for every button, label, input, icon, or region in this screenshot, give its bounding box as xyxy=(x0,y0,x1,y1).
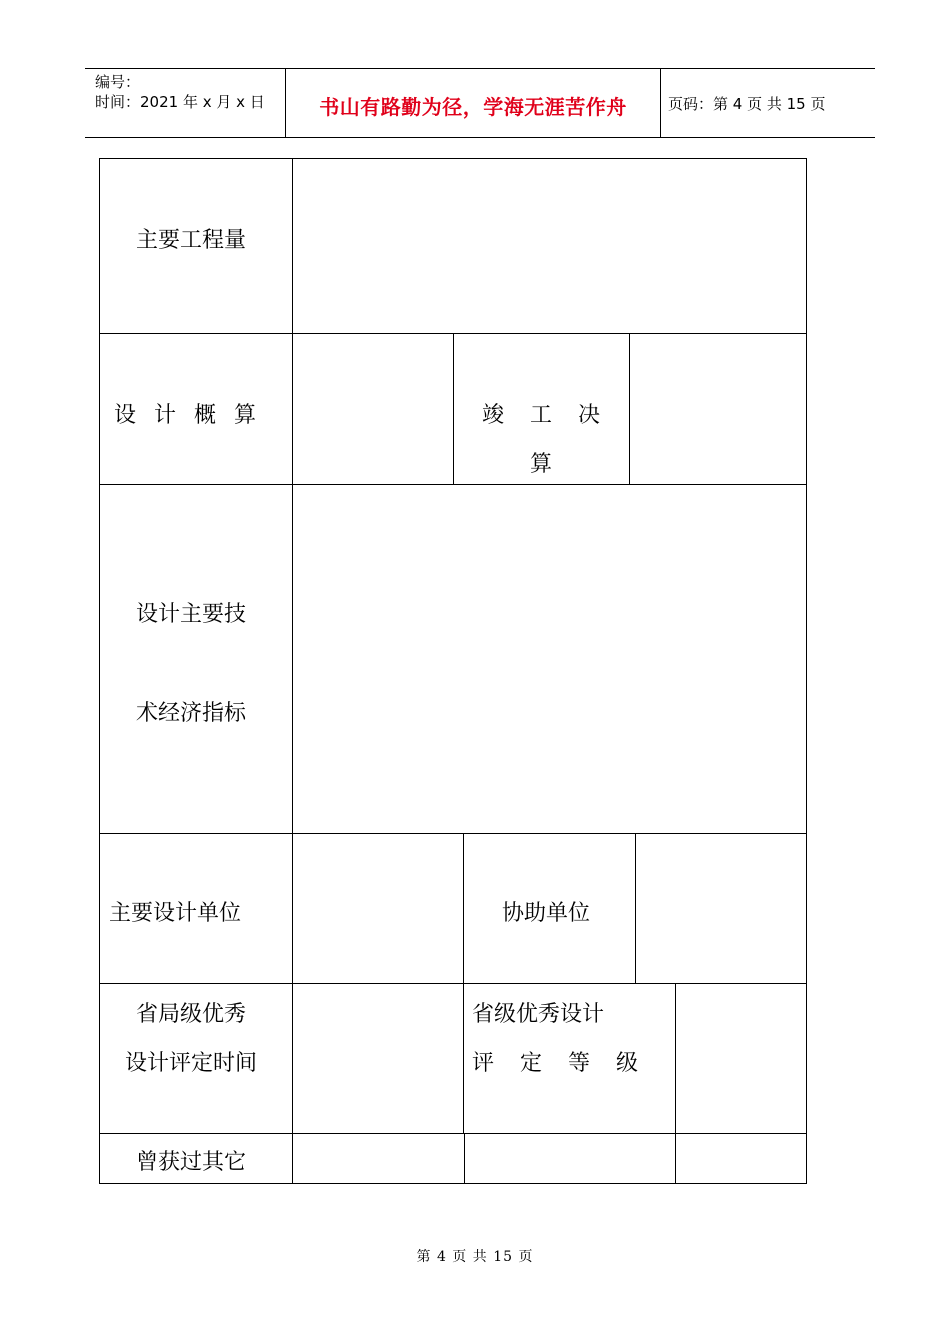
label-cell-final-accounts xyxy=(453,333,630,485)
design-estimate-field[interactable] xyxy=(292,333,454,485)
label-cell-other-awards xyxy=(99,1133,293,1184)
provincial-award-time-label-line2: 设计评定时间 xyxy=(125,1051,258,1076)
provincial-grade-label-line2: 评定等级 xyxy=(472,1051,665,1076)
other-awards-field-2[interactable] xyxy=(464,1133,676,1184)
document-time: 时间：2021 年 x 月 x 日 xyxy=(95,93,265,111)
label-cell-main-quantities xyxy=(99,158,293,334)
header-motto-box xyxy=(285,69,661,137)
label-cell-provincial-grade xyxy=(463,983,676,1134)
label-cell-assist-unit xyxy=(463,833,636,984)
provincial-grade-label-line1: 省级优秀设计 xyxy=(472,1002,605,1027)
assist-unit-field[interactable] xyxy=(635,833,807,984)
provincial-award-time-field[interactable] xyxy=(292,983,464,1134)
header-page-info: 页码：第 4 页 共 15 页 xyxy=(668,95,826,113)
form-table xyxy=(99,158,807,1184)
provincial-award-time-label-line1: 省局级优秀 xyxy=(136,1002,247,1027)
main-design-unit-label: 主要设计单位 xyxy=(109,901,242,926)
main-quantities-field[interactable] xyxy=(292,158,807,334)
other-awards-label: 曾获过其它 xyxy=(136,1150,247,1175)
main-quantities-label: 主要工程量 xyxy=(136,228,247,253)
page-header xyxy=(85,68,875,138)
label-cell-tech-indicators xyxy=(99,484,293,834)
label-cell-provincial-award-time xyxy=(99,983,293,1134)
page-footer: 第 4 页 共 15 页 xyxy=(416,1249,534,1265)
tech-indicators-label-line2: 术经济指标 xyxy=(136,701,247,726)
label-cell-design-estimate xyxy=(99,333,293,485)
tech-indicators-field[interactable] xyxy=(292,484,807,834)
final-accounts-label-line2: 算 xyxy=(530,452,553,477)
design-estimate-label: 设计概算 xyxy=(114,403,275,428)
assist-unit-label: 协助单位 xyxy=(502,901,591,926)
other-awards-field-1[interactable] xyxy=(292,1133,465,1184)
provincial-grade-field[interactable] xyxy=(675,983,807,1134)
final-accounts-field[interactable] xyxy=(629,333,807,485)
main-design-unit-field[interactable] xyxy=(292,833,464,984)
final-accounts-label-line1: 竣工决 xyxy=(482,403,627,428)
header-meta xyxy=(85,69,285,137)
document-number: 编号： xyxy=(95,73,141,91)
other-awards-field-3[interactable] xyxy=(675,1133,807,1184)
label-cell-main-design-unit xyxy=(99,833,293,984)
tech-indicators-label-line1: 设计主要技 xyxy=(136,602,247,627)
header-motto: 书山有路勤为径，学海无涯苦作舟 xyxy=(319,95,627,119)
